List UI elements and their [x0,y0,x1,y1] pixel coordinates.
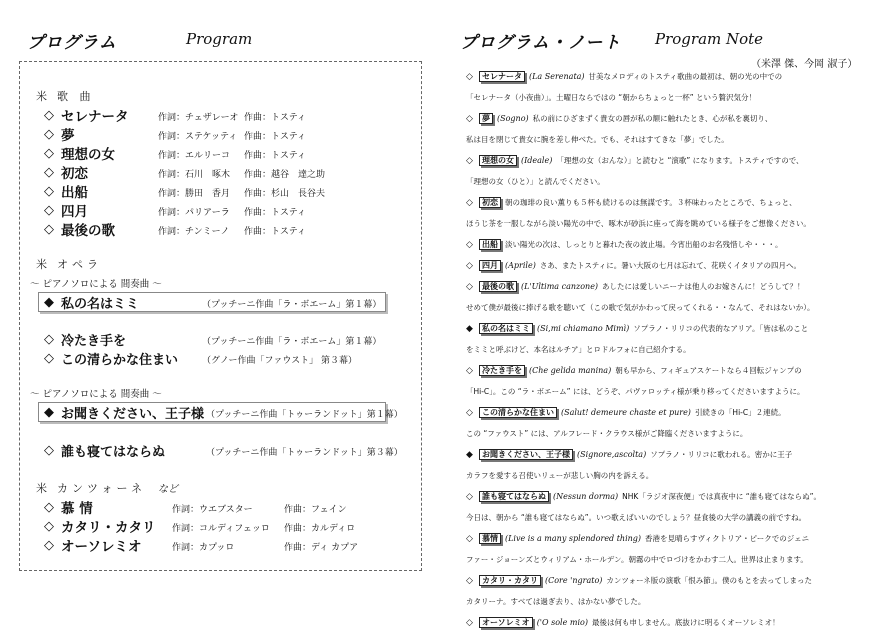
note-tag: 私の名はミミ [479,323,533,334]
program-note-page [440,0,877,638]
song-credit: 作詞：チンミーノ [158,227,230,237]
note-original-title: (Nessun dorma) [553,492,619,501]
note-line [466,486,874,507]
open-diamond-icon: ◇ [466,282,473,292]
note-tag: 四月 [479,260,501,271]
song-item [44,144,115,162]
note-line [466,108,874,129]
song-credit: 作曲：トスティ [244,113,307,123]
open-diamond-icon: ◇ [466,534,473,544]
note-line [466,507,874,528]
open-diamond-icon: ◇ [466,618,473,628]
note-line [466,234,874,255]
note-text: 朝の珈琲の良い薫りも５杯も続けるのは無謀です。３杯味わったところで、ちょっと、 [505,198,797,207]
song-credit: 作詞：石川 啄木 [158,170,231,180]
song-title: 理想の女 [61,147,115,163]
aria-title: お聞きください、王子様 [61,406,205,422]
note-tag: オーソレミオ [479,617,533,628]
aria-item [44,330,126,348]
intermezzo-label: ～ ピアノソロによる 間奏曲 ～ [30,279,162,290]
note-line [466,171,874,192]
song-item [44,106,129,124]
note-line [466,570,874,591]
note-original-title: (Si,mi chiamano Mimì) [537,324,630,333]
note-text: 「セレナータ（小夜曲）」。土曜日ならではの “朝からちょっと一杯” という贅沢気分！ [466,93,756,102]
open-diamond-icon: ◇ [44,350,54,366]
category-label: オペラ [57,258,102,271]
song-title: セレナータ [61,109,129,125]
note-text: カンツォーネ版の演歌「恨み節」。僕のもとを去ってしまった [606,576,812,585]
note-text: 「Hi-C」。この “ラ・ボエーム” には、どうぞ、パヴァロッティ様が乗り移ってくださいますように。 [466,387,805,396]
aria-title: 誰も寝てはならぬ [61,444,166,460]
note-text: 香港を見晴らすヴィクトリア・ピークでのジェニ [645,534,810,543]
category-opera [36,256,102,272]
note-tag: 出船 [479,239,501,250]
filled-diamond-icon: ◆ [44,404,54,420]
aria-title: 私の名はミミ [61,296,140,312]
open-diamond-icon: ◇ [44,331,54,347]
note-text: 「理想の女（ひと）」と読んでください。 [466,177,605,186]
song-credit: 作詞：カプッロ [172,543,235,553]
note-line [466,192,874,213]
aria-source: （プッチーニ作曲「ラ・ボエーム」第１幕） [202,300,382,310]
open-diamond-icon: ◇ [466,72,473,82]
note-line [466,402,874,423]
open-diamond-icon: ◇ [466,576,473,586]
song-title: カタリ・カタリ [61,520,156,536]
song-title: 四月 [61,204,88,220]
program-heading-en: Program [186,30,253,48]
open-diamond-icon: ◇ [466,156,473,166]
note-original-title: (Salut! demeure chaste et pure) [561,408,691,417]
open-diamond-icon: ◇ [44,518,54,534]
note-tag: お聞きください、王子様 [479,449,573,460]
note-tag: 冷たき手を [479,365,525,376]
song-credit: 作詞：チェザレーオ [158,113,239,123]
song-item [44,163,88,181]
note-tag: 誰も寝てはならぬ [479,491,549,502]
note-tag: 理想の女 [479,155,517,166]
note-line [466,297,874,318]
open-diamond-icon: ◇ [44,107,54,123]
note-line [466,255,874,276]
open-diamond-icon: ◇ [44,537,54,553]
aria-item [44,349,178,367]
open-diamond-icon: ◇ [466,492,473,502]
note-text: カタリーナ。すべては過ぎ去り、はかない夢でした。 [466,597,646,606]
song-title: 出船 [61,185,88,201]
intermezzo-label: ～ ピアノソロによる 間奏曲 ～ [30,389,162,400]
note-text: ファー・ジョーンズとウィリアム・ホールデン。朝霧の中でロづけをかわす二人。世界は止まります。 [466,555,808,564]
note-text: カラフを愛する召使いリューが悲しい胸の内を訴える。 [466,471,654,480]
note-original-title: (Sogno) [497,114,529,123]
filled-diamond-icon: ◆ [466,324,473,334]
note-text: せめて僕が最後に捧げる歌を聴いて（この歌で気がかわって戻ってくれる・・なんて、それはないか）。 [466,303,815,312]
note-line [466,381,874,402]
note-original-title: (Aprile) [505,261,536,270]
note-line [466,318,874,339]
note-tag: セレナータ [479,71,525,82]
song-title: オーソレミオ [61,539,142,555]
note-original-title: (Ideale) [521,156,553,165]
note-line [466,87,874,108]
song-item [44,220,115,238]
note-original-title: (Che gelida manina) [529,366,612,375]
song-credit: 作曲：トスティ [244,132,307,142]
note-line [466,339,874,360]
note-text: 私の前にひざまずく貴女の唇が私の額に触れたとき、心が私を裏切り、 [532,114,773,123]
note-line [466,66,874,87]
category-label: 歌 曲 [57,90,95,103]
category-suffix: など [158,484,179,495]
note-line [466,549,874,570]
note-line [466,213,874,234]
song-credit: 作詞：エルリーコ [158,151,231,161]
song-title: 初恋 [61,166,88,182]
note-original-title: (L'Ultima canzone) [521,282,599,291]
program-notes [466,66,874,633]
note-text: NHK「ラジオ深夜便」では真夜中に “誰も寝てはならぬ”。 [622,492,821,501]
note-text: 最後は何も申しません。底抜けに明るくオーソレミオ！ [591,618,780,627]
aria-item [44,441,165,459]
aria-source: （プッチーニ作曲「トゥーランドット」第３幕） [206,448,403,458]
note-tag: カタリ・カタリ [479,575,541,586]
category-label: カンツォーネ [57,482,147,495]
aria-item [44,293,139,311]
filled-diamond-icon: ◆ [466,450,473,460]
filled-diamond-icon: ◆ [44,294,54,310]
open-diamond-icon: ◇ [44,202,54,218]
song-credit: 作曲：トスティ [244,151,307,161]
note-line [466,423,874,444]
song-credit: 作詞：ウエブスター [172,505,253,515]
note-line [466,276,874,297]
note-text: 私は目を閉じて貴女に腕を差し伸べた。でも、それはすてきな「夢」でした。 [466,135,729,144]
note-tag: 夢 [479,113,493,124]
song-title: 最後の歌 [61,223,115,239]
song-title: 夢 [61,128,75,144]
note-text: 淡い陽光の次は、しっとりと暮れた夜の波止場。今宵出船のお名残惜しや・・・。 [505,240,783,249]
program-note-heading-en: Program Note [655,30,764,48]
open-diamond-icon: ◇ [466,240,473,250]
note-text: 今日は、朝から “誰も寝てはならぬ”。いつ歌えばいいのでしょう？昼食後の大学の講義の前ですね。 [466,513,807,522]
note-line [466,444,874,465]
open-diamond-icon: ◇ [44,221,54,237]
song-item [44,517,156,535]
song-credit: 作詞：勝田 香月 [158,189,231,199]
note-line [466,612,874,633]
open-diamond-icon: ◇ [466,366,473,376]
open-diamond-icon: ◇ [44,164,54,180]
song-item [44,536,141,554]
song-credit: 作曲：ディ カプア [284,543,359,553]
song-credit: 作詞：パリアーラ [158,208,230,218]
song-credit: 作詞：ステケッティ [158,132,238,142]
song-credit: 作詞：コルディフェッロ [172,524,270,534]
aria-source: （プッチーニ作曲「ラ・ボエーム」第１幕） [202,337,382,347]
note-tag: この清らかな住まい [479,407,557,418]
open-diamond-icon: ◇ [466,114,473,124]
song-item [44,201,88,219]
note-line [466,150,874,171]
aria-title: この清らかな住まい [61,352,179,368]
open-diamond-icon: ◇ [44,442,54,458]
song-credit: 作曲：トスティ [244,227,307,237]
category-songs [36,88,95,104]
program-heading-jp: プログラム [27,33,117,53]
note-text: この “ファウスト” には、アルフレード・クラウス様がご降臨くださいますように。 [466,429,748,438]
authors: （米澤 傑、今岡 淑子） [751,59,858,70]
note-text: あしたには愛しいニーナは他人のお嫁さんに！どうして？！ [602,282,805,291]
note-line [466,528,874,549]
song-credit: 作曲：トスティ [244,208,307,218]
open-diamond-icon: ◇ [466,261,473,271]
note-line [466,360,874,381]
note-text: 甘美なメロディのトスティ歌曲の最初は、朝の光の中での [588,72,783,81]
song-credit: 作曲：杉山 長谷夫 [244,189,326,199]
note-text: をミミと呼ぶけど、本名はルチア」とロドルフォに自己紹介する。 [466,345,691,354]
note-text: 朝も早から、フィギュアスケートなら４回転ジャンプの [615,366,802,375]
note-text: ほうじ茶を一服しながら淡い陽光の中で、啄木が砂浜に座って海を眺めている様子をご想像ください。 [466,219,811,228]
aria-item [44,403,204,421]
category-mark-icon: 米 [36,258,47,271]
open-diamond-icon: ◇ [44,183,54,199]
note-original-title: (Live is a many splendored thing) [505,534,642,543]
aria-title: 冷たき手を [61,333,127,349]
note-original-title: (Signore,ascolta) [577,450,647,459]
note-original-title: (Core 'ngrato) [545,576,603,585]
note-line [466,129,874,150]
song-credit: 作曲：越谷 達之助 [244,170,326,180]
note-tag: 最後の歌 [479,281,517,292]
category-mark-icon: 米 [36,482,47,495]
song-title: 慕 情 [61,501,93,517]
aria-source: （プッチーニ作曲「トゥーランドット」第１幕） [206,410,403,420]
note-text: 「理想の女（おんな）」と読むと “演歌” になります。トスティですので、 [556,156,804,165]
open-diamond-icon: ◇ [44,145,54,161]
note-original-title: (La Serenata) [529,72,585,81]
song-credit: 作曲：フェイン [284,505,347,515]
note-original-title: ('O sole mio) [536,618,588,627]
note-text: さあ、またトスティに。暑い大阪の七月は忘れて、花咲くイタリアの四月へ。 [539,261,802,270]
song-item [44,498,93,516]
category-mark-icon: 米 [36,90,47,103]
program-note-heading-jp: プログラム・ノート [460,33,622,53]
note-tag: 慕情 [479,533,501,544]
note-line [466,591,874,612]
category-canzone [36,480,178,496]
aria-source: （グノー作曲「ファウスト」 第３幕） [202,356,357,366]
open-diamond-icon: ◇ [466,408,473,418]
note-text: ソプラノ・リリコの代表的なアリア。「皆は私のこと [633,324,809,333]
song-item [44,182,88,200]
open-diamond-icon: ◇ [466,198,473,208]
open-diamond-icon: ◇ [44,499,54,515]
note-text: 引続きの「Hi-C」２連続。 [694,408,786,417]
song-credit: 作曲：カルディロ [284,524,356,534]
note-line [466,465,874,486]
note-text: ソプラノ・リリコに歌われる。密かに王子 [650,450,793,459]
open-diamond-icon: ◇ [44,126,54,142]
song-item [44,125,75,143]
note-tag: 初恋 [479,197,501,208]
